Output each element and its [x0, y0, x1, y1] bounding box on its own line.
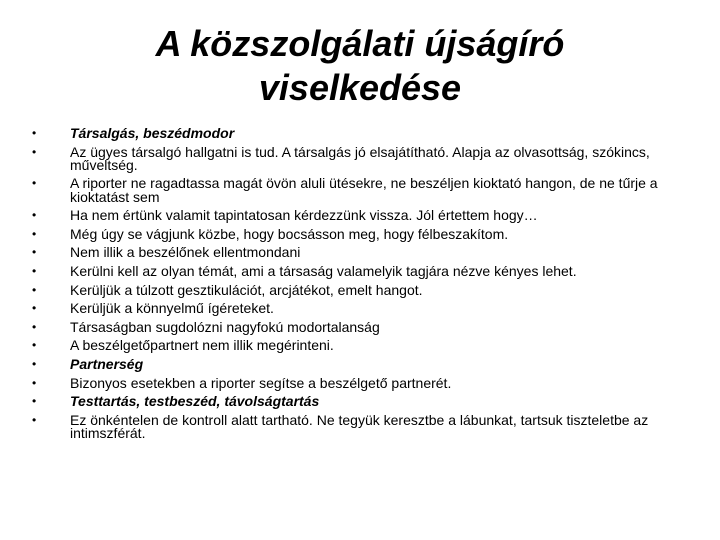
bullet-dot-icon: •	[32, 245, 37, 260]
bullet-dot-icon: •	[32, 282, 37, 297]
list-item-text: A riporter ne ragadtassa magát övön aluli ütésekre, ne beszéljen kioktató hangon, de ne tűrje a kioktatást sem	[70, 175, 658, 205]
bullet-dot-icon: •	[32, 319, 37, 334]
list-item	[32, 374, 704, 391]
list-item	[32, 302, 704, 315]
slide-title-line-2: viselkedése	[258, 67, 462, 108]
list-item-text: Testtartás, testbeszéd, távolságtartás	[70, 393, 320, 410]
bullet-dot-icon: •	[32, 412, 37, 427]
bullet-list	[32, 127, 704, 446]
list-item	[32, 143, 704, 173]
bullet-dot-icon: •	[32, 226, 37, 241]
bullet-dot-icon: •	[32, 144, 37, 159]
bullet-dot-icon: •	[32, 176, 37, 191]
list-item-text: Kerüljük a túlzott gesztikulációt, arcjátékot, emelt hangot.	[70, 281, 423, 298]
list-item-text: Nem illik a beszélőnek ellentmondani	[70, 244, 301, 261]
bullet-dot-icon: •	[32, 126, 37, 140]
section-heading-item	[32, 127, 704, 140]
list-item	[32, 209, 704, 222]
list-item	[32, 177, 704, 203]
bullet-dot-icon: •	[32, 208, 37, 223]
list-item-text: Bizonyos esetekben a riporter segítse a beszélgető partnerét.	[70, 374, 452, 391]
list-item-text: Ez önkéntelen de kontroll alatt tartható. Ne tegyük keresztbe a lábunkat, tartsuk tiszteletbe az intimszférát.	[70, 411, 649, 441]
list-item-text: Partnerség	[70, 355, 144, 372]
slide-title	[0, 22, 720, 110]
list-item-text: Az ügyes társalgó hallgatni is tud. A társalgás jó elsajátítható. Alapja az olvasottság, szókincs, műveltség.	[70, 143, 650, 173]
bullet-dot-icon: •	[32, 338, 37, 353]
bullet-dot-icon: •	[32, 375, 37, 390]
list-item-text: Társaságban sugdolózni nagyfokú modortalanság	[70, 318, 380, 335]
list-item	[32, 339, 704, 352]
list-item-text: Kerüljük a könnyelmű ígéreteket.	[70, 300, 274, 317]
bullet-dot-icon: •	[32, 394, 37, 409]
list-item-text: Társalgás, beszédmodor	[70, 125, 235, 141]
list-item	[32, 246, 704, 259]
list-item-text: Kerülni kell az olyan témát, ami a társaság valamelyik tagjára nézve kényes lehet.	[70, 262, 577, 279]
bullet-dot-icon: •	[32, 301, 37, 316]
bullet-dot-icon: •	[32, 356, 37, 371]
list-item	[32, 262, 704, 279]
list-item-text: Ha nem értünk valamit tapintatosan kérdezzünk vissza. Jól értettem hogy…	[70, 207, 538, 224]
bullet-dot-icon: •	[32, 263, 37, 278]
list-item	[32, 411, 704, 441]
list-item	[32, 281, 704, 298]
list-item	[32, 225, 704, 242]
section-heading-item	[32, 355, 704, 372]
list-item-text: A beszélgetőpartnert nem illik megérinteni.	[70, 337, 334, 354]
slide-title-line-1: A közszolgálati újságíró	[155, 23, 565, 64]
list-item-text: Még úgy se vágjunk közbe, hogy bocsásson meg, hogy félbeszakítom.	[70, 225, 509, 242]
section-heading-item	[32, 395, 704, 408]
list-item	[32, 318, 704, 335]
